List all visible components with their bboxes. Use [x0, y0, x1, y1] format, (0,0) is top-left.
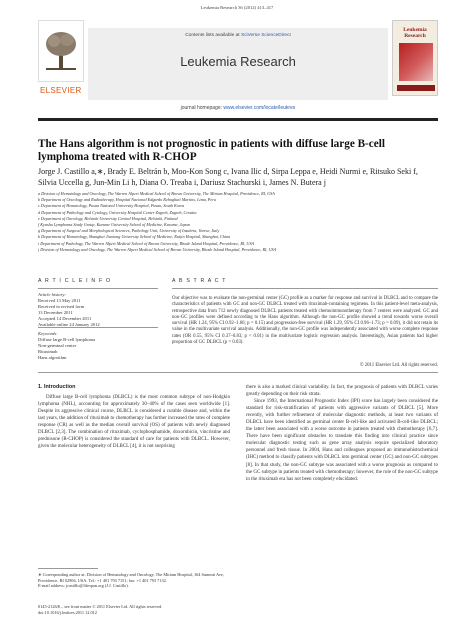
issn-line: 0145-2126/$ – see front matter © 2011 Elsevier Ltd. All rights reserved.	[38, 604, 163, 609]
history-item: Available online 24 January 2012	[38, 322, 100, 327]
history-label: Article history:	[38, 292, 66, 297]
cover-footer-bar	[397, 85, 435, 91]
journal-header	[38, 14, 438, 110]
journal-title: Leukemia Research	[180, 54, 296, 69]
keyword: Rituximab	[38, 349, 58, 354]
article-info-rule	[38, 288, 158, 289]
affiliation: c Department of Hematology, Pusan National University Hospital, Pusan, South Korea	[38, 203, 185, 209]
homepage-line	[88, 105, 388, 111]
running-head: Leukemia Research 36 (2012) 413–417	[200, 5, 274, 10]
body-column-right	[246, 384, 438, 483]
keyword: Non-germinal center	[38, 343, 77, 348]
journal-cover-thumbnail	[392, 20, 438, 96]
affiliation: h Department of Hematology, Shanghai Jiaotong University School of Medicine, Ruijin Hospital, Shanghai, China	[38, 234, 231, 240]
affiliations	[38, 191, 438, 253]
email-note: E-mail address: jcastillo@lifespan.org (J.J. Castillo).	[38, 583, 129, 589]
history-item: 13 December 2011	[38, 310, 73, 315]
publisher-wordmark: ELSEVIER	[40, 86, 82, 95]
author-list: Jorge J. Castillo a,∗, Brady E. Beltrán b, Moo-Kon Song c, Ivana Ilic d, Sirpa Leppa e, Heidi Nurmi e, Ritsuko Seki f, Silvia Uccella g, Jun-Min Li h, Diana O. Treaba i, Dariusz Stachurski i, James N. Butera j	[38, 167, 418, 187]
doi-line[interactable]: doi:10.1016/j.leukres.2011.12.012	[38, 609, 97, 615]
affiliation: a Division of Hematology and Oncology, The Warren Alpert Medical School of Brown University, The Miriam Hospital, Providence, RI, USA	[38, 191, 275, 196]
body-column-left	[38, 384, 230, 450]
abstract-copyright: © 2011 Elsevier Ltd. All rights reserved.	[359, 363, 438, 368]
front-matter-rule	[38, 372, 438, 373]
contents-prefix: Contents lists available at	[185, 33, 240, 38]
section-heading-introduction: 1. Introduction	[38, 384, 76, 390]
footnote-rule	[38, 568, 98, 569]
affiliation: f Kyushu Lymphoma Study Group, Kurume University School of Medicine, Kurume, Japan	[38, 222, 190, 228]
affiliation: i Department of Pathology, The Warren Alpert Medical School of Brown University, Rhode Island Hospital, Providence, RI, USA	[38, 240, 255, 246]
homepage-link[interactable]: www.elsevier.com/locate/leukres	[223, 105, 296, 111]
history-item: Received in revised form	[38, 304, 85, 309]
homepage-label: journal homepage:	[180, 105, 223, 111]
corresponding-author-note: ∗ Corresponding author at: Division of Hematology and Oncology, The Miriam Hospital, 164 Summit Ave, Providence, RI 02906, USA. Tel.: +1 401 793 7151; fax: +1 401 793 7132.	[38, 572, 224, 583]
keywords-label: Keywords:	[38, 331, 58, 336]
article-identifiers	[38, 604, 230, 615]
history-item: Accepted 14 December 2011	[38, 316, 92, 321]
sciencedirect-link[interactable]: SciVerse ScienceDirect	[240, 33, 291, 38]
affiliation: d Department of Pathology and Cytology, University Hospital Center Zagreb, Zagreb, Croatia	[38, 209, 197, 215]
affiliation: j Division of Hematology and Oncology, The Warren Alpert Medical School of Brown University, Rhode Island Hospital, Providence, RI, USA	[38, 246, 277, 252]
article-info-heading: A R T I C L E I N F O	[38, 278, 112, 284]
abstract-text: Our objective was to evaluate the non-germinal center (GC) profile as a marker for response and survival in DLBCL and to compare the characteristics of patients with GC and non-GC DLBCL treated with rituximab-containing regimens. In this patient-level meta-analysis, retrospective data from 712 newly diagnosed DLBCL patients treated with chemoimmunotherapy from 7 centers were analyzed. GC and non-GC profiles were defined according to the Hans algorithm. Although the non-GC profile showed a trend towards worse overall survival (HR 1.24, 95% CI 0.92–1.66; p = 0.15) and progression-free survival (HR 1.29, 95% CI 0.96–1.73; p = 0.09), it did not retain its value in the multivariate survival analysis. Additionally, the non-GC profile was independently associated with worse complete response rates (OR 0.55, 95% CI 0.37–0.83; p < 0.01) in the multivariate logistic regression analysis. Interestingly, Asian patients had higher proportion of GC DLBCL (p = 0.03).	[172, 296, 438, 346]
paragraph: Since 1993, the International Prognostic Index (IPI) score has largely been considered the standard for risk-stratification of patients with aggressive variants of DLBCL [5]. More recently, with further refinement of molecular diagnostic methods, at least two variants of DLBCL have been identified as germinal center B-cell-like and activated B-cell-like DLBCL; the latter been associated with a worse outcome in patients treated with chemotherapy [6,7]. There have been significant obstacles to translate this finding into clinical practice since molecular diagnostic testing such as gene array analysis require specialized laboratory personnel and fresh tissue. In 2004, Hans and colleagues proposed an immunohistochemical (IHC) method to classify patients with DLBCL into germinal center (GC) and non-GC subtypes [8]. In that study, the non-GC subtype was associated with a worse prognosis as compared to the GC subtype in patients treated with chemotherapy; however, the role of the non-GC subtype in the rituximab era has not been completely elucidated.	[246, 399, 438, 482]
cover-title: Leukemia Research	[403, 27, 427, 39]
paragraph: Diffuse large B-cell lymphoma (DLBCL) is the most common subtype of non-Hodgkin lymphoma (NHL), accounting for approximately 30–40% of the cases seen worldwide [1]. Despite its aggressive clinical course, DLBCL is considered a curable disease and, within the last years, the addition of rituximab to chemotherapy has further increased the rates of complete response (CR) as well as the median overall survival (OS) of patients with newly diagnosed DLBCL [2,3]. The combination of rituximab, cyclophosphamide, doxorubicin, vincristine and prednisone (R-CHOP) is considered the standard of care for patients with DLBCL. However, given the molecular heterogeneity of DLBCL [4], it is not surprising	[38, 395, 230, 450]
header-divider	[38, 118, 438, 121]
abstract-rule	[172, 288, 438, 289]
abstract-heading: A B S T R A C T	[172, 278, 227, 284]
footnotes	[38, 572, 230, 589]
keywords	[38, 331, 162, 361]
history-rule	[38, 327, 158, 328]
contents-line	[88, 28, 388, 38]
keyword: Hans algorithm	[38, 355, 67, 360]
elsevier-tree-logo	[38, 20, 84, 82]
tree-icon	[42, 29, 80, 73]
affiliation: e Department of Oncology, Helsinki University Central Hospital, Helsinki, Finland	[38, 215, 178, 221]
affiliation: g Department of Surgical and Morphological Sciences, Pathology Unit, University of Insubria, Varese, Italy	[38, 228, 220, 234]
keyword: Diffuse large B-cell lymphoma	[38, 337, 96, 342]
article-history	[38, 292, 162, 328]
history-item: Received 13 May 2011	[38, 298, 81, 303]
affiliation: b Department of Oncology and Radiotherapy, Hospital Nacional Edgardo Rebagliati Martins, Lima, Peru	[38, 197, 216, 203]
cover-art	[399, 43, 433, 81]
paragraph: there is also a marked clinical variability. In fact, the prognosis of patients with DLBCL varies greatly depending on their risk strata.	[246, 385, 438, 398]
article-title: The Hans algorithm is not prognostic in patients with diffuse large B-cell lymphoma treated with R-CHOP	[38, 138, 385, 163]
